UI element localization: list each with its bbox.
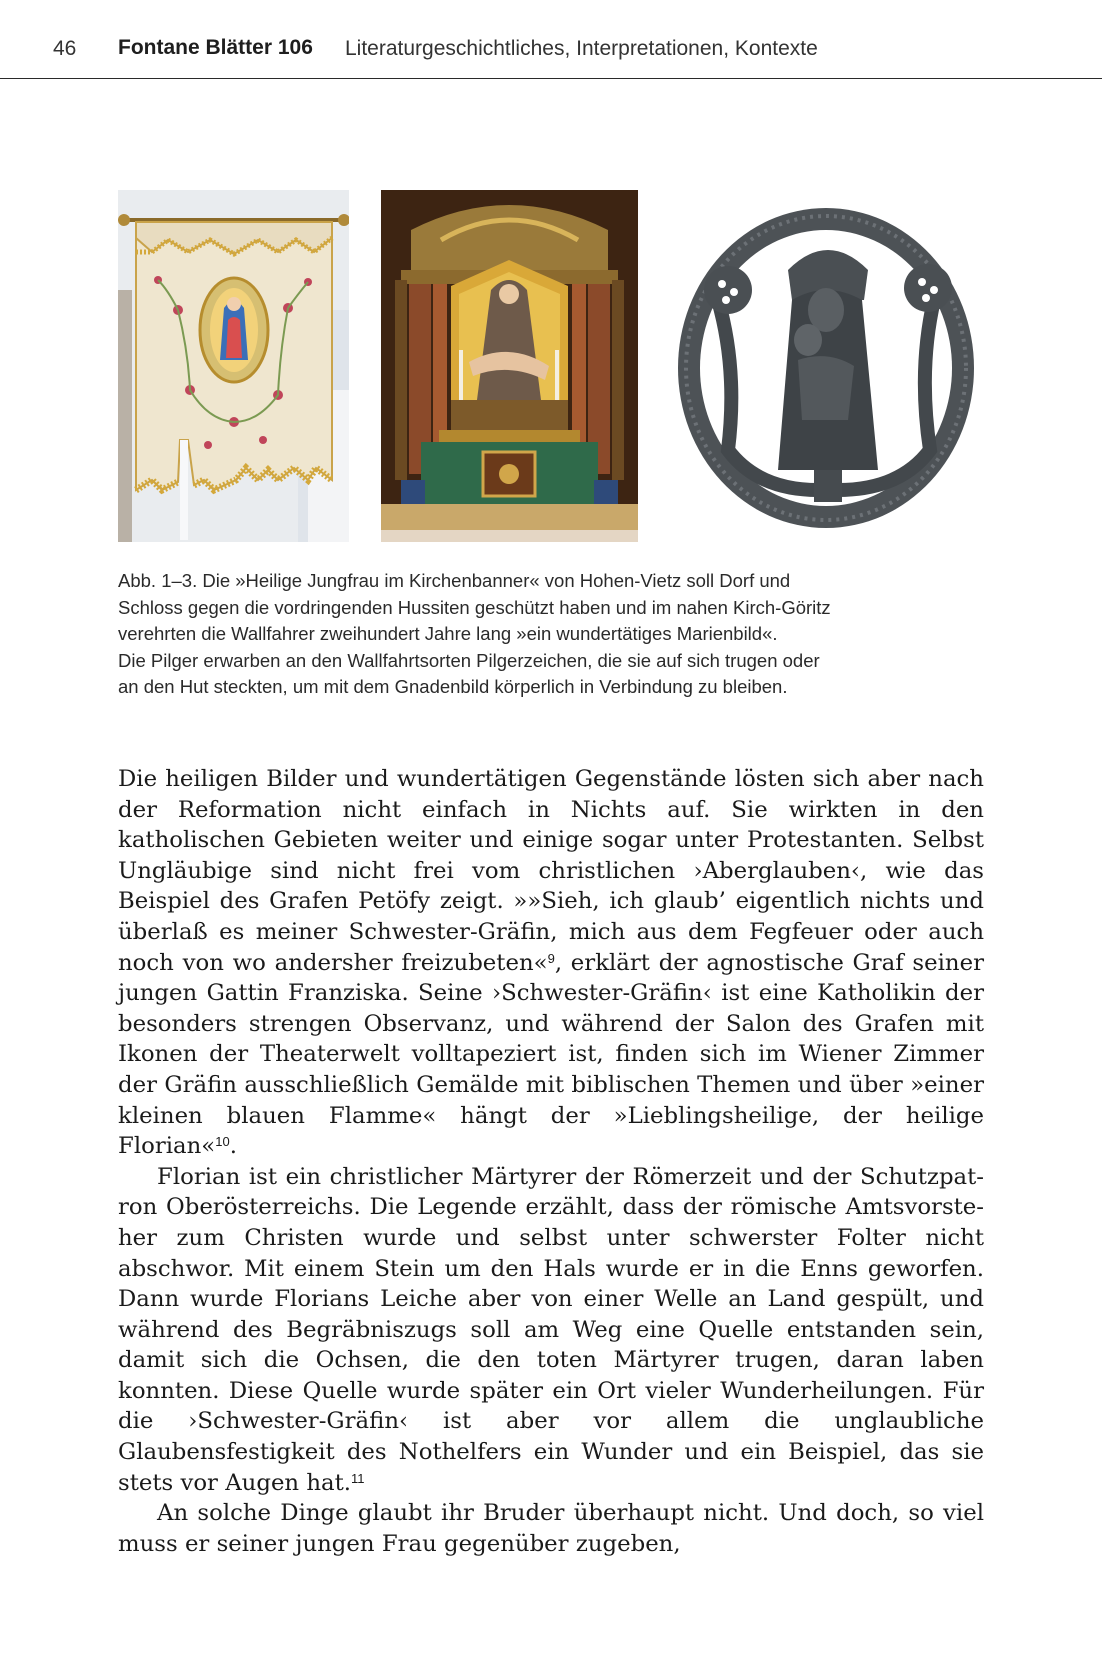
paragraph-text: Florian ist ein christlicher Märtyrer der Römerzeit und der Schutzpatron Oberösterreichs. Die Legende erzählt, dass der römische Amtsvorsteher zum Christen wurde und selbst unter schwerster Folter nicht abschwor. Mit einem Stein um den Hals wurde er in die Enns geworfen. Dann wurde Florians Leiche aber von einer Welle an Land gespült, und während des Begräbniszugs soll am Weg eine Quelle entstanden sein, damit sich die Ochsen, die den toten Märtyrer trugen, daran laben konnten. Diese Quelle wurde später ein Ort vieler Wunderheilungen. Für die ›Schwester-Gräfin‹ ist aber vor allem die unglaubliche Glaubensfestigkeit des Nothelfers ein Wunder und ein Beispiel, das sie stets vor Augen hat. — [118, 1163, 984, 1496]
paragraph-text: . — [229, 1133, 237, 1160]
section-title: Literaturgeschichtliches, Interpretationen, Kontexte — [345, 37, 818, 60]
paragraph-text: Die heiligen Bilder und wundertätigen Gegenstände lösten sich aber nach der Reformation nicht einfach in Nichts auf. Sie wirkten in den katholischen Gebieten weiter und einige sogar unter Protestanten. Selbst Ungläubige sind nicht frei vom christlichen ›Aberglauben‹, wie das Beispiel des Grafen Petöfy zeigt. »»Sieh, ich glaub’ eigentlich nichts und überlaß es meiner Schwester-Gräfin, mich aus dem Fegfeuer oder auch noch von wo andersher freizubeten« — [118, 766, 984, 976]
footnote-ref[interactable]: 10 — [215, 1134, 230, 1150]
paragraph-text: An solche Dinge glaubt ihr Bruder überhaupt nicht. Und doch, so viel muss er seiner jungen Frau gegenüber zugeben, — [118, 1500, 984, 1557]
paragraph — [118, 1162, 984, 1499]
page-number: 46 — [53, 37, 77, 60]
pilgrim-badge-image — [668, 190, 985, 542]
paragraph — [118, 1498, 984, 1559]
caption-line: an den Hut steckten, um mit dem Gnadenbild körperlich in Verbindung zu bleiben. — [118, 676, 788, 697]
caption-line: verehrten die Wallfahrer zweihundert Jahre lang »ein wundertätiges Marienbild«. — [118, 623, 778, 644]
caption-line: Abb. 1–3. Die »Heilige Jungfrau im Kirchenbanner« von Hohen-Vietz soll Dorf und — [118, 570, 791, 591]
pieta-altar-image — [381, 190, 638, 542]
running-header — [0, 0, 1102, 79]
body-text — [118, 764, 984, 1559]
church-banner-image — [118, 190, 349, 542]
paragraph-text: , erklärt der agnostische Graf seiner jungen Gattin Franziska. Seine ›Schwester-Gräfin‹ ist eine Katholikin der besonders strengen Observanz, und während der Salon des Grafen mit Ikonen der Theaterwelt volltapeziert ist, finden sich im Wiener Zimmer der Gräfin ausschließlich Gemälde mit biblischen Themen und über »einer kleinen blauen Flamme« hängt der »Lieblingsheilige, der heilige Florian« — [118, 949, 984, 1160]
footnote-ref[interactable]: 9 — [547, 950, 555, 966]
caption-line: Die Pilger erwarben an den Wallfahrtsorten Pilgerzeichen, die sie auf sich trugen oder — [118, 649, 820, 671]
paragraph — [118, 764, 984, 1162]
journal-title: Fontane Blätter 106 — [118, 36, 313, 59]
caption-line: Schloss gegen die vordringenden Hussiten geschützt haben und im nahen Kirch-Göritz — [118, 596, 831, 618]
footnote-ref[interactable]: 11 — [351, 1470, 365, 1486]
figure-caption — [118, 568, 998, 701]
